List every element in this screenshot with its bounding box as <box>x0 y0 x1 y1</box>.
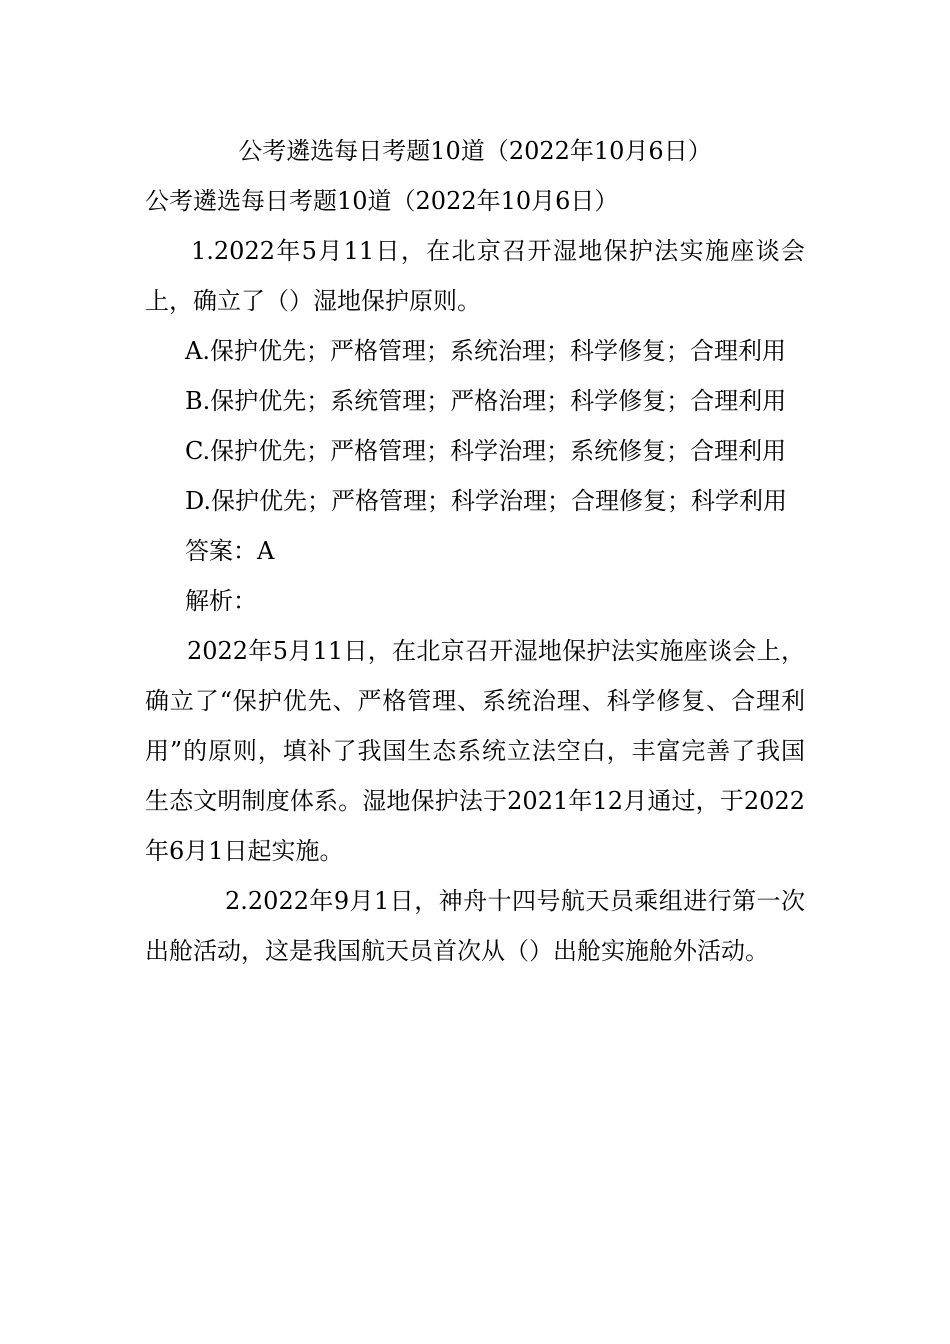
question-1-analysis-label: 解析： <box>185 587 257 615</box>
question-1-option-b: B.保护优先；系统管理；严格治理；科学修复；合理利用 <box>185 387 787 415</box>
question-1-analysis: 2022年5月11日，在北京召开湿地保护法实施座谈会上，确立了“保护优先、严格管理、系统治理、科学修复、合理利用”的原则，填补了我国生态系统立法空白，丰富完善了我国生态文明制度体系。湿地保护法于2021年12月通过，于2022年6月1日起实施。 <box>145 637 805 865</box>
question-1-option-a: A.保护优先；严格管理；系统治理；科学修复；合理利用 <box>185 337 786 365</box>
question-2-stem: 2.2022年9月1日，神舟十四号航天员乘组进行第一次出舱活动，这是我国航天员首次从（）出舱实施舱外活动。 <box>145 887 805 965</box>
document-title: 公考遴选每日考题10道（2022年10月6日） <box>238 137 712 165</box>
document-body <box>145 126 805 976</box>
document-subtitle: 公考遴选每日考题10道（2022年10月6日） <box>145 187 619 215</box>
question-1-stem: 1.2022年5月11日，在北京召开湿地保护法实施座谈会上，确立了（）湿地保护原则。 <box>145 237 805 315</box>
question-1-option-d: D.保护优先；严格管理；科学治理；合理修复；科学利用 <box>185 487 788 515</box>
question-1-answer: 答案：A <box>185 537 275 565</box>
question-1-option-c: C.保护优先；严格管理；科学治理；系统修复；合理利用 <box>185 437 787 465</box>
